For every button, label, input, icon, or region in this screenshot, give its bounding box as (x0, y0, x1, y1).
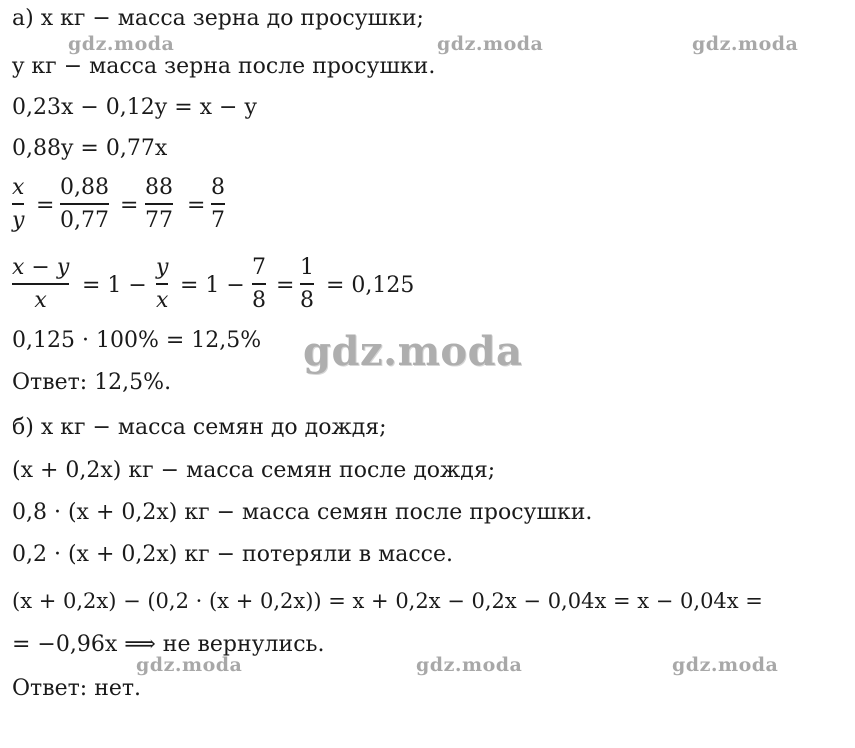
denominator: 8 (300, 288, 314, 313)
fraction-88-over-77 (145, 176, 173, 233)
line-a-intro: а) x кг − масса зерна до просушки; (12, 6, 424, 31)
fraction-x-over-y (12, 176, 24, 233)
denominator: 0,77 (60, 208, 109, 233)
equals-sign: = (276, 273, 295, 298)
numerator: x (12, 175, 25, 200)
equation-b-long: (x + 0,2x) − (0,2 · (x + 0,2x)) = x + 0,2x − 0,2x − 0,04x = x − 0,04x = (12, 589, 763, 613)
equation-b-result: = −0,96x ⟹ не вернулись. (12, 632, 325, 657)
numerator: 88 (145, 175, 173, 200)
fraction-bar (12, 203, 24, 205)
answer-b: Ответ: нет. (12, 676, 142, 701)
numerator: 1 (300, 255, 314, 280)
fraction-7-over-8 (252, 256, 266, 313)
numerator: 7 (252, 255, 266, 280)
denominator: 8 (252, 288, 266, 313)
denominator: x (34, 288, 47, 313)
numerator: 0,88 (60, 175, 109, 200)
denominator: x (156, 288, 169, 313)
fraction-bar (211, 203, 225, 205)
percent-line: 0,125 · 100% = 12,5% (12, 328, 262, 353)
fraction-8-over-7 (211, 176, 225, 233)
watermark-logo: gdz.moda (692, 33, 799, 55)
denominator: 77 (145, 208, 173, 233)
line-b-after-drying: 0,8 · (x + 0,2x) кг − масса семян после просушки. (12, 500, 593, 525)
equals-result: = 0,125 (326, 273, 415, 298)
numerator: x − y (12, 255, 70, 280)
fraction-088-over-077 (60, 176, 109, 233)
line-b-after-rain: (x + 0,2x) кг − масса семян после дождя; (12, 458, 496, 483)
line-a-y-def: y кг − масса зерна после просушки. (12, 54, 436, 79)
denominator: 7 (211, 208, 225, 233)
fraction-x-minus-y-over-x (12, 256, 69, 313)
fraction-bar (12, 283, 69, 285)
fraction-bar (60, 203, 109, 205)
equals-sign: = (187, 193, 206, 218)
fraction-bar (145, 203, 173, 205)
watermark-logo: gdz.moda (136, 654, 243, 676)
equals-one-minus: = 1 − (82, 273, 147, 298)
numerator: 8 (211, 175, 225, 200)
fraction-bar (300, 283, 314, 285)
watermark-logo: gdz.moda (68, 33, 175, 55)
equals-sign: = (36, 193, 55, 218)
fraction-bar (156, 283, 168, 285)
line-b-intro: б) x кг − масса семян до дождя; (12, 415, 387, 440)
watermark-logo: gdz.moda (416, 654, 523, 676)
watermark-logo: gdz.moda (672, 654, 779, 676)
equation-1: 0,23x − 0,12y = x − y (12, 95, 257, 120)
fraction-y-over-x (156, 256, 168, 313)
fraction-1-over-8 (300, 256, 314, 313)
watermark-logo: gdz.moda (437, 33, 544, 55)
fraction-bar (252, 283, 266, 285)
line-b-lost-mass: 0,2 · (x + 0,2x) кг − потеряли в массе. (12, 542, 453, 567)
watermark-logo-large: gdz.moda (303, 328, 523, 375)
answer-a: Ответ: 12,5%. (12, 370, 172, 395)
numerator: y (156, 255, 169, 280)
equation-2: 0,88y = 0,77x (12, 136, 168, 161)
equals-one-minus: = 1 − (180, 273, 245, 298)
denominator: y (12, 208, 25, 233)
equals-sign: = (120, 193, 139, 218)
